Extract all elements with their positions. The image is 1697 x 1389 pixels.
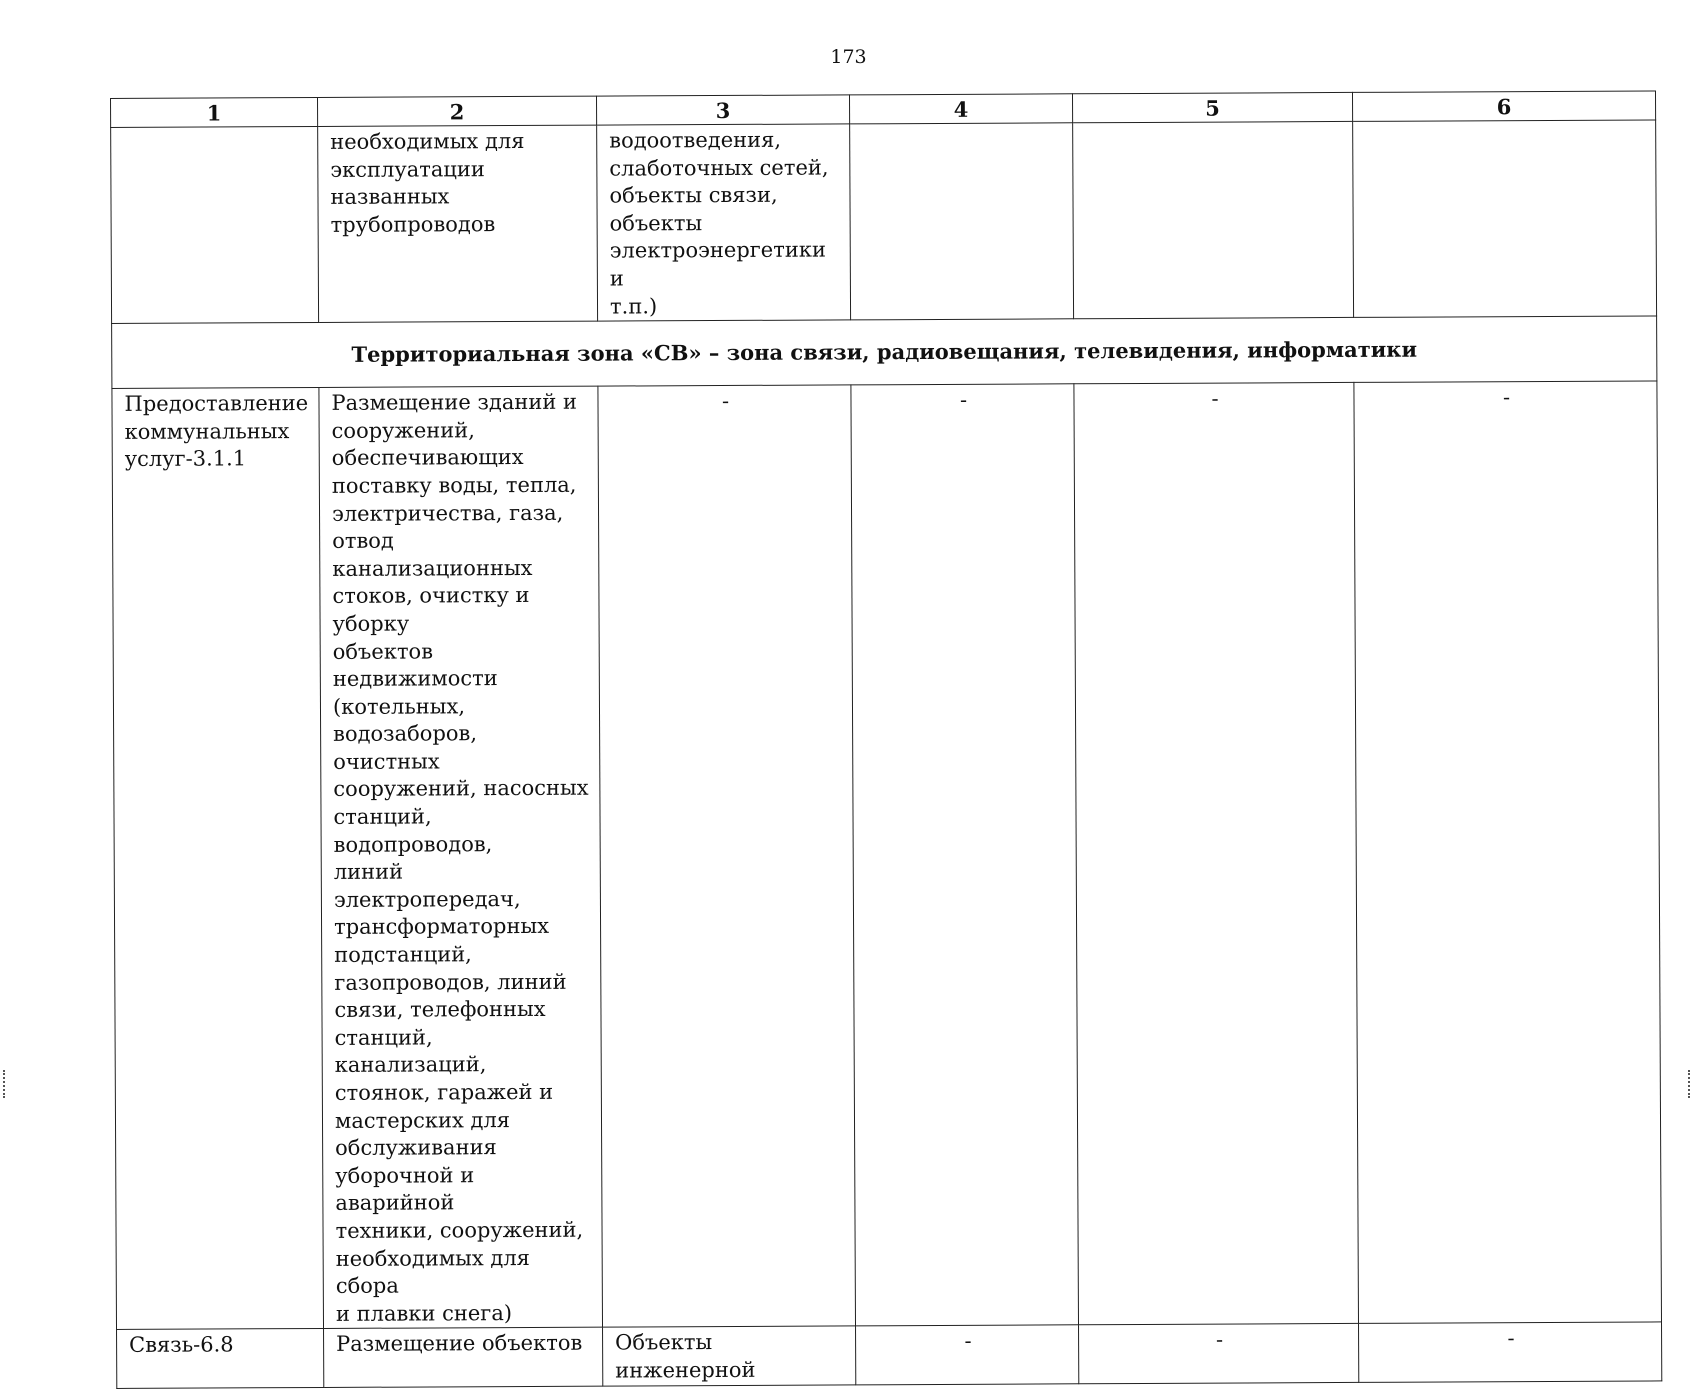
cell-svyaz-c2: Размещение объектов [324, 1327, 603, 1387]
cell-utility-c6: - [1354, 381, 1662, 1324]
column-header-5: 5 [1072, 92, 1352, 122]
table-row-continuation [111, 120, 1657, 324]
cell-r1-c4 [850, 123, 1074, 320]
cell-utility-c5: - [1074, 383, 1359, 1326]
zone-title: Территориальная зона «СВ» – зона связи, радиовещания, телевидения, информатики [112, 316, 1657, 389]
table-row-svyaz [117, 1322, 1662, 1388]
right-scan-mark [1688, 1070, 1694, 1098]
column-header-1: 1 [111, 97, 318, 127]
column-header-2: 2 [317, 96, 596, 126]
land-use-table [110, 90, 1662, 1388]
cell-utility-c4: - [851, 384, 1079, 1326]
column-header-6: 6 [1352, 91, 1655, 121]
left-scan-mark [3, 1070, 9, 1098]
cell-r1-c2: необходимых для эксплуатации названных трубопроводов [318, 125, 598, 323]
cell-svyaz-c4: - [856, 1325, 1079, 1384]
cell-r1-c5 [1073, 121, 1354, 319]
column-header-3: 3 [596, 95, 849, 125]
column-header-4: 4 [849, 94, 1072, 124]
cell-r1-c6 [1353, 120, 1657, 318]
zone-heading-row [112, 316, 1657, 389]
cell-utility-c3: - [598, 385, 856, 1327]
page-number: 173 [830, 46, 867, 68]
table-row-utility-services [112, 381, 1662, 1330]
cell-utility-c2: Размещение зданий и сооружений, обеспечивающих поставку воды, тепла, электричества, газа, отвод канализационных стоков, очистку и уборку объектов недвижимости (котельных, водозаборов, очистных сооружений, насосных станций, водопроводов, линий электропередач, трансформаторных подстанций, газопроводов, линий связи, телефонных станций, канализаций, стоянок, гаражей и мастерских для обслуживания уборочной и аварийной техники, сооружений, необходимых для сбора и плавки снега) [319, 386, 603, 1329]
cell-svyaz-c1: Связь-6.8 [117, 1329, 324, 1388]
cell-svyaz-c6: - [1359, 1322, 1662, 1382]
cell-svyaz-c5: - [1079, 1324, 1359, 1384]
cell-svyaz-c3: Объекты инженерной [603, 1326, 856, 1385]
cell-utility-c1: Предоставление коммунальных услуг-3.1.1 [112, 388, 324, 1330]
cell-r1-c3: водоотведения, слаботочных сетей, объекты связи, объекты электроэнергетики и т.п.) [597, 124, 851, 321]
cell-r1-c1 [111, 126, 319, 323]
